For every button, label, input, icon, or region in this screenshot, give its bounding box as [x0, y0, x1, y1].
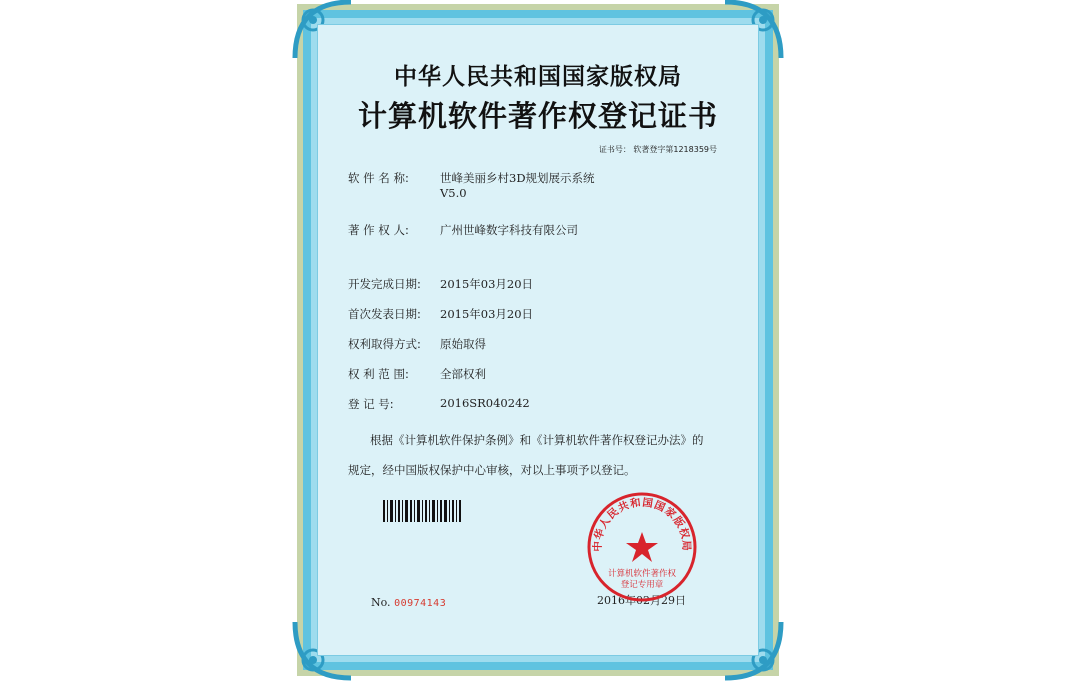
issue-date: 2016年02月29日 — [597, 594, 686, 607]
software-name-value: 世峰美丽乡村3D规划展示系统 — [440, 171, 595, 185]
field-value — [440, 170, 595, 200]
field-label: 权 利 范 围: — [348, 367, 409, 381]
serial-label: No. — [371, 596, 391, 609]
serial-value: 00974143 — [394, 598, 447, 609]
certificate — [297, 4, 779, 676]
field-label: 权利取得方式: — [348, 337, 421, 351]
field-copyright-holder — [348, 222, 578, 238]
field-value: 全部权利 — [440, 367, 486, 381]
seal-arc-text: 中华人民共和国国家版权局 — [591, 496, 693, 552]
field-value: 广州世峰数字科技有限公司 — [440, 223, 578, 237]
paragraph-line-2: 规定，经中国版权保护中心审核，对以上事项予以登记。 — [348, 463, 636, 477]
field-value: 原始取得 — [440, 337, 486, 351]
field-label: 开发完成日期: — [348, 277, 421, 291]
serial-number — [371, 596, 446, 609]
paragraph-line-1: 根据《计算机软件保护条例》和《计算机软件著作权登记办法》的 — [370, 433, 704, 447]
field-value: 2016SR040242 — [440, 396, 530, 410]
certificate-number: 证书号： 软著登字第1218359号 — [598, 145, 717, 154]
seal-line-1: 计算机软件著作权 — [607, 569, 677, 579]
field-label: 著 作 权 人: — [348, 223, 409, 237]
software-version-value: V5.0 — [440, 186, 467, 200]
barcode-icon — [383, 500, 461, 522]
field-label: 首次发表日期: — [348, 307, 421, 321]
issuer-title: 中华人民共和国国家版权局 — [394, 64, 682, 90]
field-value: 2015年03月20日 — [440, 277, 534, 291]
field-rights-scope — [348, 366, 486, 382]
field-value: 2015年03月20日 — [440, 307, 534, 321]
field-label: 软 件 名 称: — [348, 171, 409, 185]
field-acquisition-method — [348, 336, 486, 352]
seal-line-2: 登记专用章 — [620, 580, 664, 590]
field-label: 登 记 号: — [348, 397, 394, 411]
field-publish-date — [348, 306, 533, 322]
field-software-name — [348, 170, 595, 200]
field-registration-number — [348, 396, 530, 412]
official-seal-icon — [585, 490, 699, 604]
certificate-title: 计算机软件著作权登记证书 — [357, 99, 718, 133]
field-completion-date — [348, 276, 533, 292]
